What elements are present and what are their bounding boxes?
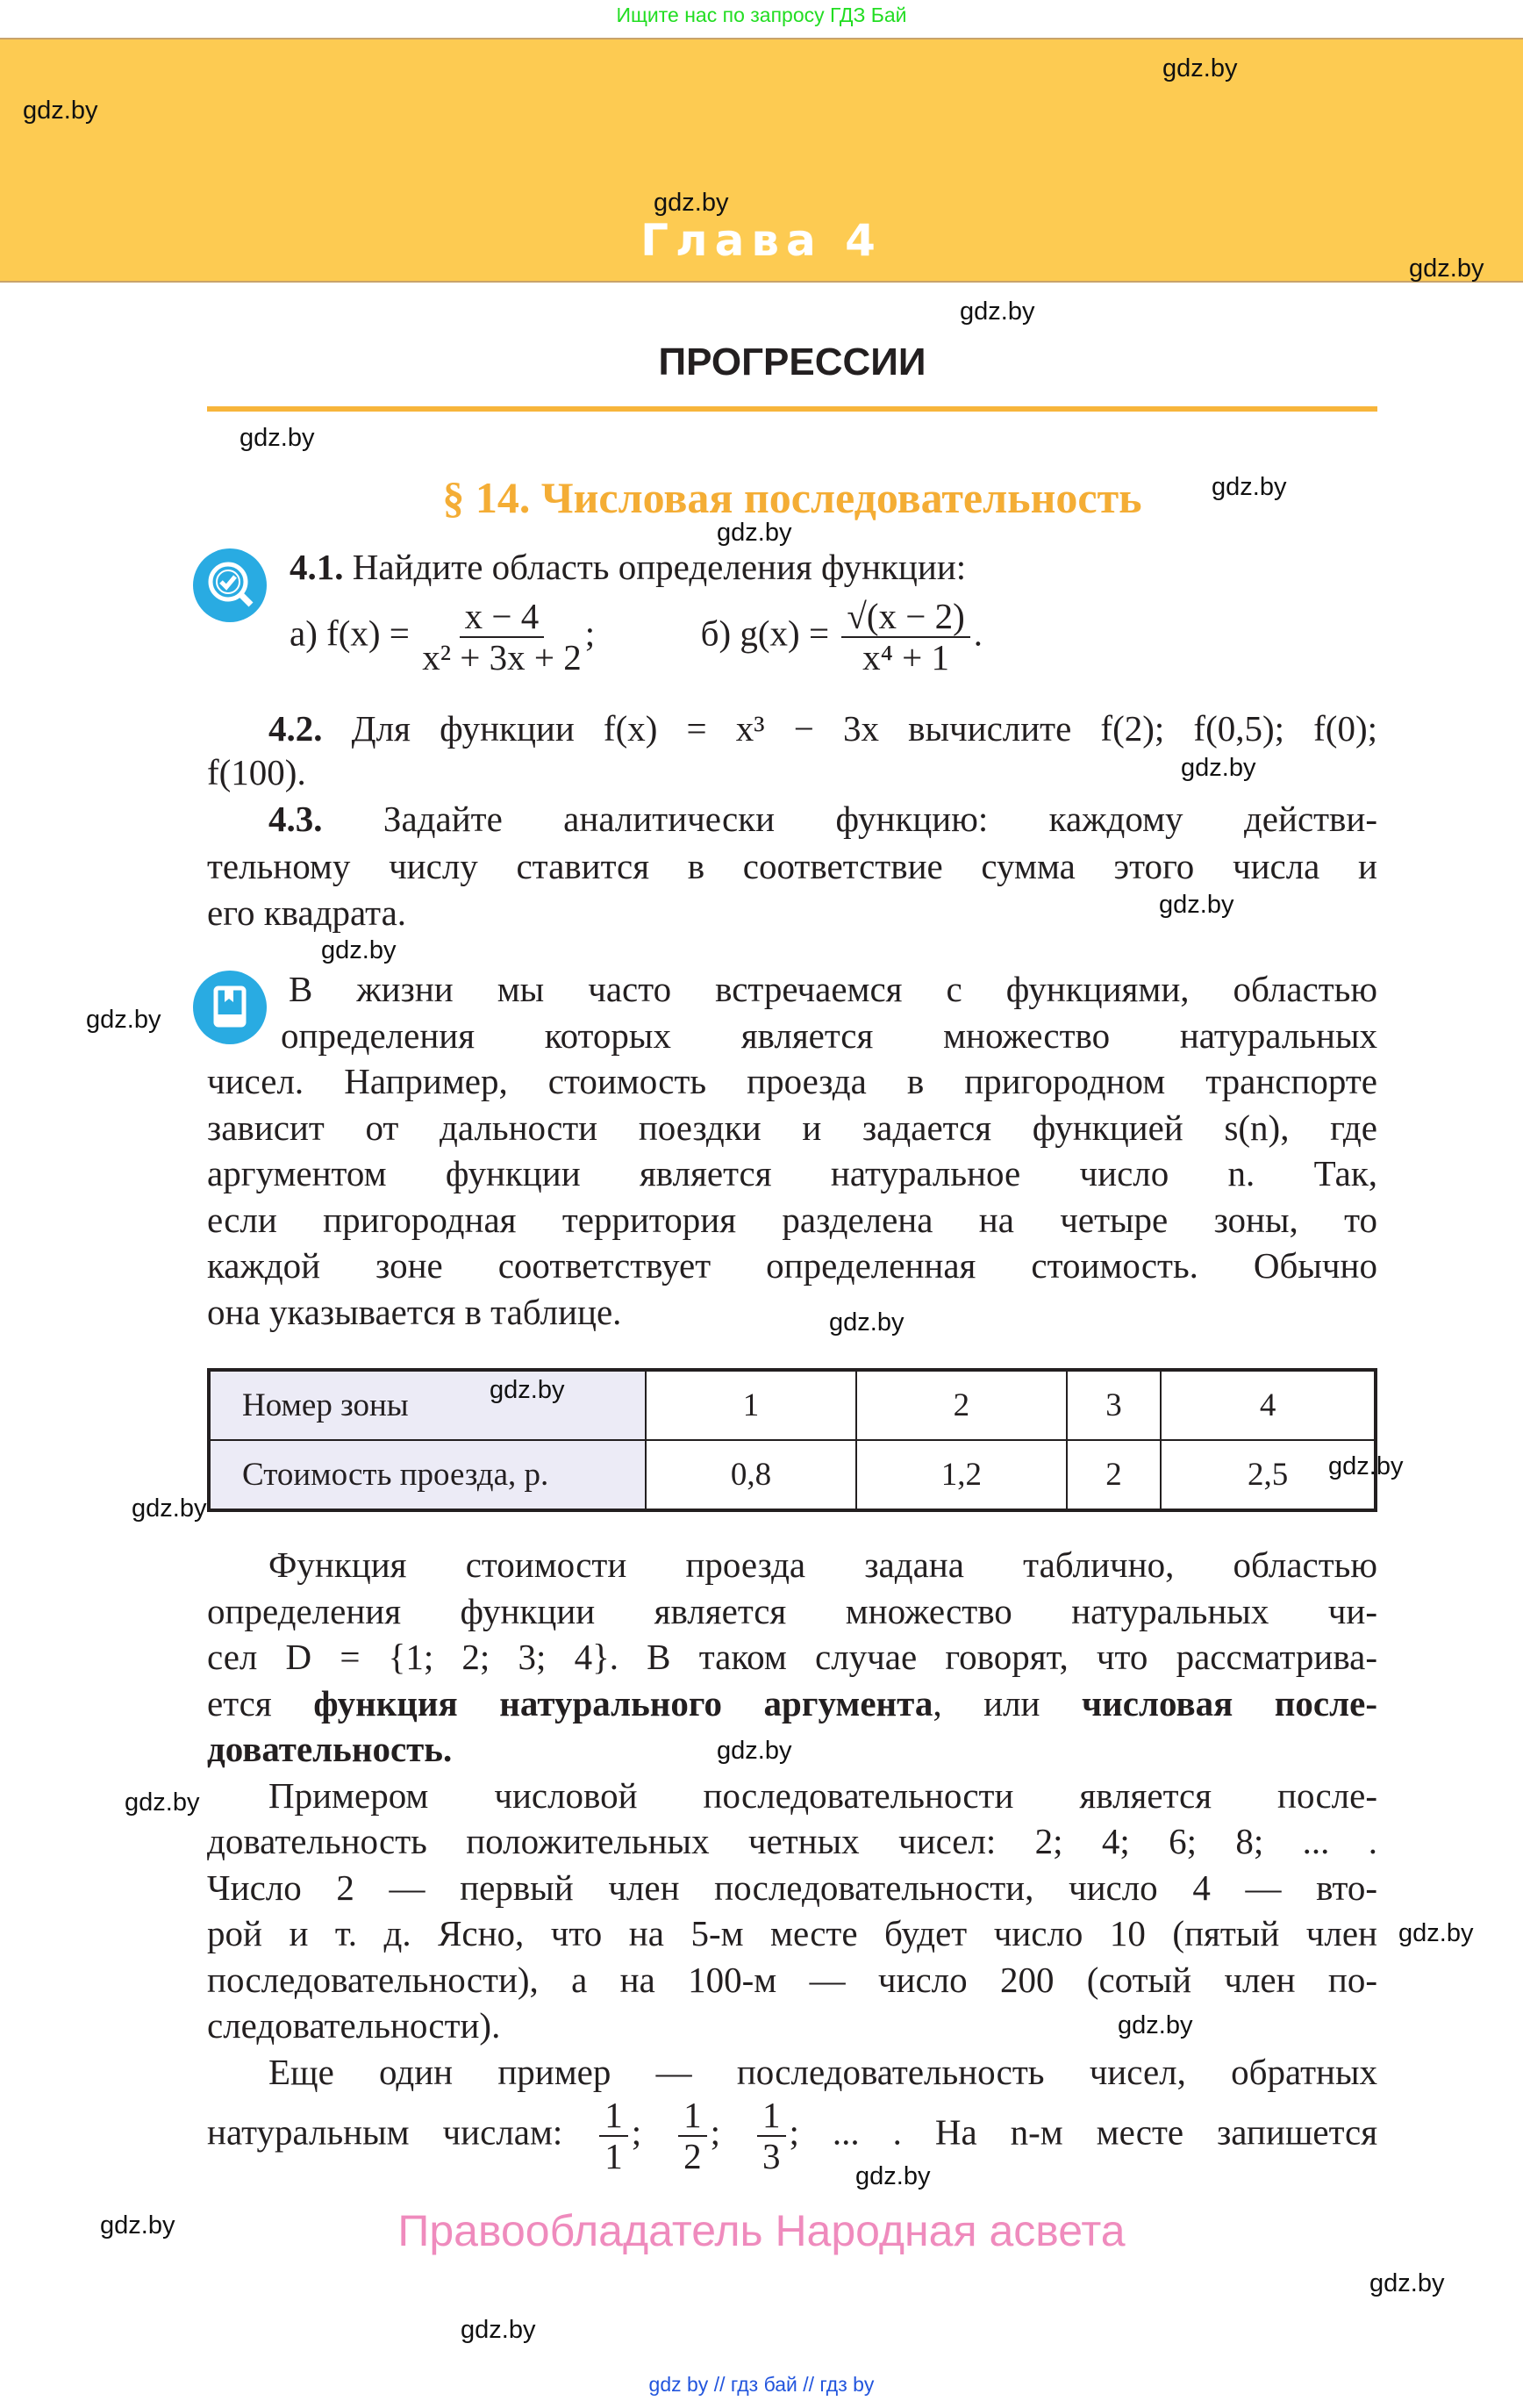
fraction	[599, 2096, 628, 2176]
text-line: последовательности), а на 100-м — число 200 (сотый член по-	[207, 1960, 1377, 2000]
text-line	[207, 1681, 1377, 1726]
watermark: gdz.by	[1181, 754, 1256, 782]
text-line: каждой зоне соответствует определенная стоимость. Обычно	[207, 1245, 1377, 1286]
denominator: 2	[683, 2136, 702, 2177]
table-cell: 1	[646, 1370, 856, 1440]
table-row	[209, 1370, 1376, 1440]
book-icon	[193, 971, 267, 1044]
text-line: В жизни мы часто встречаемся с функциями, областью	[289, 969, 1377, 1009]
numerator: 1	[757, 2096, 786, 2137]
text-line: рой и т. д. Ясно, что на 5-м месте будет число 10 (пятый член	[207, 1913, 1377, 1953]
title-divider	[207, 406, 1377, 412]
exercise-4-3	[268, 796, 1377, 842]
watermark: gdz.by	[86, 1006, 161, 1034]
fraction-b	[841, 597, 969, 677]
watermark: gdz.by	[132, 1494, 207, 1523]
search-hint: Ищите нас по запросу ГДЗ Бай	[616, 4, 907, 26]
fraction	[678, 2096, 707, 2176]
table-cell: 3	[1067, 1370, 1161, 1440]
text-line: следовательности).	[207, 2005, 501, 2046]
row-header: Номер зоны	[209, 1370, 646, 1440]
table-cell: 0,8	[646, 1440, 856, 1510]
watermark: gdz.by	[23, 97, 98, 125]
watermark: gdz.by	[490, 1376, 565, 1404]
watermark: gdz.by	[717, 1737, 792, 1765]
exercise-text: Найдите область определения функции:	[352, 547, 967, 587]
page-title: ПРОГРЕССИИ	[658, 340, 926, 383]
numerator: x − 4	[460, 597, 545, 638]
term-bold: числовая после-	[1082, 1683, 1377, 1724]
text-line: Функция стоимости проезда задана таблично, областью	[268, 1544, 1377, 1585]
numerator: 1	[678, 2096, 707, 2137]
numerator: √(x − 2)	[841, 597, 969, 638]
text-line: тельному числу ставится в соответствие сумма этого числа и	[207, 846, 1377, 886]
fare-table	[207, 1368, 1377, 1512]
table-cell: 2	[1067, 1440, 1161, 1510]
text-fragment: ... . На n-м месте запишется	[832, 2111, 1378, 2153]
text-line: зависит от дальности поездки и задается функцией s(n), где	[207, 1107, 1377, 1148]
watermark: gdz.by	[1369, 2269, 1445, 2297]
punct: .	[973, 613, 983, 654]
magnifier-check-icon	[193, 548, 267, 622]
table-cell: 1,2	[856, 1440, 1067, 1510]
text-line: она указывается в таблице.	[207, 1292, 622, 1332]
text-line: f(100).	[207, 752, 306, 792]
row-header: Стоимость проезда, р.	[209, 1440, 646, 1510]
fraction-a	[422, 597, 582, 677]
text-line: его квадрата.	[207, 892, 407, 933]
watermark: gdz.by	[461, 2316, 536, 2344]
watermark: gdz.by	[1328, 1452, 1404, 1480]
watermark: gdz.by	[654, 189, 729, 217]
denominator: x⁴ + 1	[862, 637, 950, 678]
text-line: аргументом функции является натуральное число n. Так,	[207, 1153, 1377, 1193]
section-heading: § 14. Числовая последовательность	[442, 473, 1142, 522]
denominator: 1	[604, 2136, 623, 2177]
exercise-4-1-formulas	[290, 597, 1377, 677]
text-line	[207, 1726, 1377, 1772]
watermark: gdz.by	[100, 2211, 175, 2240]
text-line: Число 2 — первый член последовательности, число 4 — вто-	[207, 1867, 1377, 1908]
text-fragment: , или	[933, 1683, 1040, 1724]
watermark: gdz.by	[1162, 54, 1238, 82]
footer-links[interactable]: gdz by // гдз бай // гдз by	[648, 2373, 875, 2396]
text-line: определения функции является множество натуральных чи-	[207, 1591, 1377, 1631]
watermark: gdz.by	[717, 519, 792, 547]
text-line: довательность положительных четных чисел: 2; 4; 6; 8; ... .	[207, 1821, 1377, 1861]
exercise-4-2	[268, 706, 1377, 751]
text-fragment: ется	[207, 1683, 272, 1724]
copyright-notice: Правообладатель Народная асвета	[397, 2206, 1126, 2255]
watermark: gdz.by	[125, 1788, 200, 1817]
watermark: gdz.by	[1409, 254, 1484, 283]
punct: ;	[710, 2111, 721, 2153]
table-cell: 2	[856, 1370, 1067, 1440]
watermark: gdz.by	[960, 297, 1035, 326]
text-line: Задайте аналитически функцию: каждому действи-	[383, 799, 1378, 839]
text-line: Для функции f(x) = x³ − 3x вычислите f(2); f(0,5); f(0);	[351, 708, 1378, 749]
formula-a-label: а) f(x) =	[290, 613, 410, 654]
watermark: gdz.by	[829, 1308, 905, 1337]
denominator: 3	[762, 2136, 781, 2177]
text-line: Еще один пример — последовательность чисел, обратных	[268, 2052, 1377, 2092]
term-bold: функция натурального аргумента	[313, 1683, 933, 1724]
term-bold: довательность.	[207, 1729, 453, 1769]
watermark: gdz.by	[1118, 2011, 1193, 2039]
exercise-number: 4.1.	[290, 547, 344, 587]
text-line: если пригородная территория разделена на четыре зоны, то	[207, 1200, 1377, 1240]
watermark: gdz.by	[855, 2162, 931, 2190]
table-cell: 4	[1161, 1370, 1376, 1440]
table-row	[209, 1440, 1376, 1510]
text-line: чисел. Например, стоимость проезда в пригородном транспорте	[207, 1061, 1377, 1101]
exercise-number: 4.2.	[268, 708, 323, 749]
text-line: Примером числовой последовательности является после-	[268, 1775, 1377, 1816]
text-line: определения которых является множество натуральных	[281, 1015, 1377, 1056]
text-line	[207, 2096, 1377, 2176]
punct: ;	[584, 613, 596, 654]
watermark: gdz.by	[1212, 473, 1287, 501]
watermark: gdz.by	[1159, 891, 1234, 919]
watermark: gdz.by	[1398, 1919, 1474, 1947]
watermark: gdz.by	[321, 936, 397, 964]
watermark: gdz.by	[240, 424, 315, 452]
punct: ;	[631, 2111, 642, 2153]
table-cell: 2,5	[1161, 1440, 1376, 1510]
exercise-number: 4.3.	[268, 799, 323, 839]
punct: ;	[789, 2111, 799, 2153]
exercise-4-1	[290, 544, 1377, 590]
fraction	[757, 2096, 786, 2176]
text-line: сел D = {1; 2; 3; 4}. В таком случае говорят, что рассматрива-	[207, 1637, 1377, 1677]
denominator: x² + 3x + 2	[422, 637, 582, 678]
chapter-title: Глава 4	[640, 215, 883, 266]
text-fragment: натуральным числам:	[207, 2111, 563, 2153]
numerator: 1	[599, 2096, 628, 2137]
formula-b-label: б) g(x) =	[700, 613, 830, 654]
